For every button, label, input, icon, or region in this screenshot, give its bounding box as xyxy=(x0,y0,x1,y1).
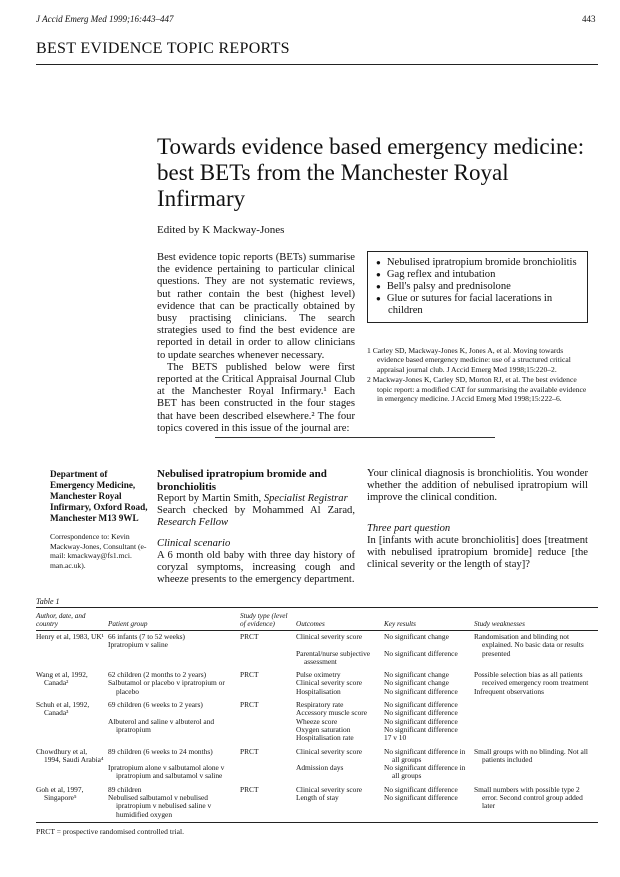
cell-line xyxy=(474,701,595,709)
intro-text xyxy=(157,252,355,435)
cell-line: Infrequent observations xyxy=(474,686,544,696)
editor-line: Edited by K Mackway-Jones xyxy=(157,224,285,236)
cell-line: Pulse oximetry xyxy=(296,670,341,680)
column-header: Key results xyxy=(384,608,474,631)
cell-line: Wheeze score xyxy=(296,716,338,726)
cell-line: Oxygen saturation xyxy=(296,724,351,734)
table-label: Table 1 xyxy=(36,597,60,606)
table-cell xyxy=(108,669,240,699)
cell-line: 89 children xyxy=(108,784,142,794)
topic-item: ● Bell's palsy and prednisolone xyxy=(376,281,579,293)
cell-line: Admission days xyxy=(296,763,344,773)
cell-line: Henry et al, 1983, UK¹ xyxy=(36,632,104,641)
question-text: In [infants with acute bronchiolitis] does [treatment with nebulised ipratropium bromide] reduce [the clinical severity or the length of stay]? xyxy=(367,534,588,571)
section-divider xyxy=(215,437,495,438)
cell-line: No significant difference xyxy=(384,716,458,726)
table-cell xyxy=(36,746,108,784)
cell-line: Small groups with no blinding. Not all patients included xyxy=(474,746,588,764)
table-cell xyxy=(296,631,384,670)
report-by-role: Specialist Registrar xyxy=(263,493,348,504)
cell-line: 62 children (2 months to 2 years) xyxy=(108,670,207,680)
cell-line: Small numbers with possible type 2 error. Second control group added later xyxy=(474,784,583,811)
table-cell xyxy=(474,631,598,670)
report-by-name: Report by Martin Smith, xyxy=(157,493,264,504)
table-cell xyxy=(296,746,384,784)
cell-line: Albuterol and saline v albuterol and ipratropium xyxy=(108,716,215,734)
table-cell xyxy=(240,746,296,784)
checked-by-role: Research Fellow xyxy=(157,517,229,529)
intro-paragraph: Best evidence topic reports (BETs) summarise the evidence pertaining to particular clinical questions. They are not systematic reviews, but rather contain the best (highest level) evidence that can be practically obtained by busy practising clinicians. The search strategies used to find the best evidence are reported in detail in order to allow clinicians to update searches whenever necessary. xyxy=(157,252,355,361)
table-header-row xyxy=(36,608,598,631)
table-cell xyxy=(474,746,598,784)
table-cell xyxy=(108,699,240,745)
table-cell xyxy=(108,631,240,670)
topics-box xyxy=(367,251,588,323)
cell-line: Clinical severity score xyxy=(296,784,363,794)
intro-paragraph: The BETS published below were first reported at the Critical Appraisal Journal Club at the Manchester Royal Infirmary.¹ Each BET has been constructed in the four stages that have been described elsewhere.² The four topics covered in this issue of the journal are: xyxy=(157,361,355,434)
cell-line: No significant difference xyxy=(384,700,458,710)
cell-line: No significant change xyxy=(384,670,449,680)
references xyxy=(367,346,588,404)
cell-line: 66 infants (7 to 52 weeks) xyxy=(108,632,185,641)
cell-line: No significant change xyxy=(384,632,449,641)
cell-line: No significant difference xyxy=(384,784,458,794)
cell-line: Hospitalisation rate xyxy=(296,733,354,743)
column-header: Study type (level of evidence) xyxy=(240,608,296,631)
table-row xyxy=(36,699,598,745)
table-cell xyxy=(384,631,474,670)
table-cell xyxy=(384,746,474,784)
table-footnote: PRCT = prospective randomised controlled trial. xyxy=(36,826,184,836)
cell-line: Clinical severity score xyxy=(296,632,363,641)
table-cell xyxy=(474,669,598,699)
topic-item: ● Gag reflex and intubation xyxy=(376,269,579,281)
table-cell xyxy=(384,784,474,822)
table-cell xyxy=(296,784,384,822)
topic-item: ● Nebulised ipratropium bromide bronchiolitis xyxy=(376,257,579,269)
table-cell xyxy=(240,631,296,670)
cell-line: PRCT xyxy=(240,784,259,794)
cell-line: Goh et al, 1997, Singapore⁵ xyxy=(36,784,84,803)
column-header: Outcomes xyxy=(296,608,384,631)
column-header: Study weaknesses xyxy=(474,608,598,631)
table-row xyxy=(36,631,598,670)
table-cell xyxy=(474,699,598,745)
table-row xyxy=(36,669,598,699)
section-title: BEST EVIDENCE TOPIC REPORTS xyxy=(36,40,290,57)
reference-item: 2 Mackway-Jones K, Carley SD, Morton RJ, et al. The best evidence topic report: a modified CAT for summarising the available evidence in emergency medicine. J Accid Emerg Med 1998;15:222–6. xyxy=(367,375,587,404)
column-header: Author, date, and country xyxy=(36,608,108,631)
cell-line: Possible selection bias as all patients received emergency room treatment xyxy=(474,670,589,688)
article-title: Towards evidence based emergency medicine: best BETs from the Manchester Royal Infirmary xyxy=(157,134,585,211)
table-cell xyxy=(36,699,108,745)
cell-line: Wang et al, 1992, Canada² xyxy=(36,670,88,688)
cell-line: No significant difference in all groups xyxy=(384,763,466,781)
bet-heading: Nebulised ipratropium bromide and bronchiolitis xyxy=(157,468,327,493)
table-block xyxy=(36,597,598,836)
cell-line: Clinical severity score xyxy=(296,746,363,756)
cell-line: Salbutamol or placebo v ipratropium or placebo xyxy=(108,678,225,696)
page-number: 443 xyxy=(582,14,596,24)
table-cell xyxy=(108,784,240,822)
evidence-table xyxy=(36,607,598,823)
cell-line: PRCT xyxy=(240,700,259,710)
cell-line: No significant difference xyxy=(384,724,458,734)
table-row xyxy=(36,784,598,822)
cell-line: Respiratory rate xyxy=(296,700,344,710)
table-cell xyxy=(36,669,108,699)
report-by xyxy=(157,493,355,505)
table-cell xyxy=(384,669,474,699)
cell-line: Randomisation and blinding not explained. No basic data or results presented xyxy=(474,632,584,658)
cell-line: No significant difference xyxy=(384,648,458,658)
correspondence: Correspondence to: Kevin Mackway-Jones, Consultant (e-mail: kmackway@fs1.mci. man.ac.uk). xyxy=(50,532,147,570)
cell-line: Chowdhury et al, 1994, Saudi Arabia⁴ xyxy=(36,746,104,764)
cell-line: Nebulised salbutamol v nebulised ipratropium v nebulised saline v humidified oxygen xyxy=(108,793,212,819)
affiliation: Department of Emergency Medicine, Manchester Royal Infirmary, Oxford Road, Manchester M13 9WL xyxy=(50,469,148,523)
cell-line: Length of stay xyxy=(296,793,339,803)
table-cell xyxy=(296,699,384,745)
cell-line: No significant difference in all groups xyxy=(384,746,466,764)
bet-column-right xyxy=(367,468,588,571)
table-cell xyxy=(240,784,296,822)
table-cell xyxy=(36,784,108,822)
checked-by-name: Search checked by Mohammed Al Zarad, xyxy=(157,505,355,517)
cell-line: Schuh et al, 1992, Canada³ xyxy=(36,700,90,718)
scenario-text: A 6 month old baby with three day history of coryzal symptoms, increasing cough and wheeze presents to the emergency department. xyxy=(157,549,355,586)
cell-line: PRCT xyxy=(240,746,259,756)
sidebar xyxy=(50,469,150,570)
bet-column-left xyxy=(157,468,355,586)
cell-line: PRCT xyxy=(240,632,259,641)
table-cell xyxy=(384,699,474,745)
cell-line: Clinical severity score xyxy=(296,678,363,688)
topic-item: ● Glue or sutures for facial lacerations in children xyxy=(376,293,579,317)
table-cell xyxy=(240,699,296,745)
reference-item: 1 Carley SD, Mackway-Jones K, Jones A, et al. Moving towards evidence based emergency medicine: use of a structured critical appraisal journal club. J Accid Emerg Med 1998;15:220–2. xyxy=(367,346,571,374)
question-heading: Three part question xyxy=(367,522,451,534)
cell-line: No significant change xyxy=(384,678,449,688)
table-cell xyxy=(240,669,296,699)
cell-line: Parental/nurse subjective assessment xyxy=(296,648,371,666)
diagnosis-text: Your clinical diagnosis is bronchiolitis. You wonder whether the addition of nebulised ipratropium will improve the clinical condition. xyxy=(367,468,588,504)
cell-line: No significant difference xyxy=(384,708,458,718)
table-cell xyxy=(36,631,108,670)
table-cell xyxy=(296,669,384,699)
cell-line: PRCT xyxy=(240,670,259,680)
header-rule xyxy=(36,64,598,65)
checked-by xyxy=(157,505,355,529)
cell-line: Hospitalisation xyxy=(296,686,341,696)
table-cell xyxy=(108,746,240,784)
cell-line: Accessory muscle score xyxy=(296,708,368,718)
cell-line: 17 v 10 xyxy=(384,733,407,743)
cell-line: No significant difference xyxy=(384,793,458,803)
scenario-heading: Clinical scenario xyxy=(157,537,231,549)
journal-citation: J Accid Emerg Med 1999;16:443–447 xyxy=(36,14,174,24)
cell-line: 69 children (6 weeks to 2 years) xyxy=(108,700,203,710)
table-cell xyxy=(474,784,598,822)
column-header: Patient group xyxy=(108,608,240,631)
table-row xyxy=(36,746,598,784)
cell-line: Ipratropium alone v salbutamol alone v ipratropium and salbutamol v saline xyxy=(108,763,225,781)
cell-line: Ipratropium v saline xyxy=(108,640,168,650)
cell-line: 89 children (6 weeks to 24 months) xyxy=(108,746,213,756)
cell-line: No significant difference xyxy=(384,686,458,696)
